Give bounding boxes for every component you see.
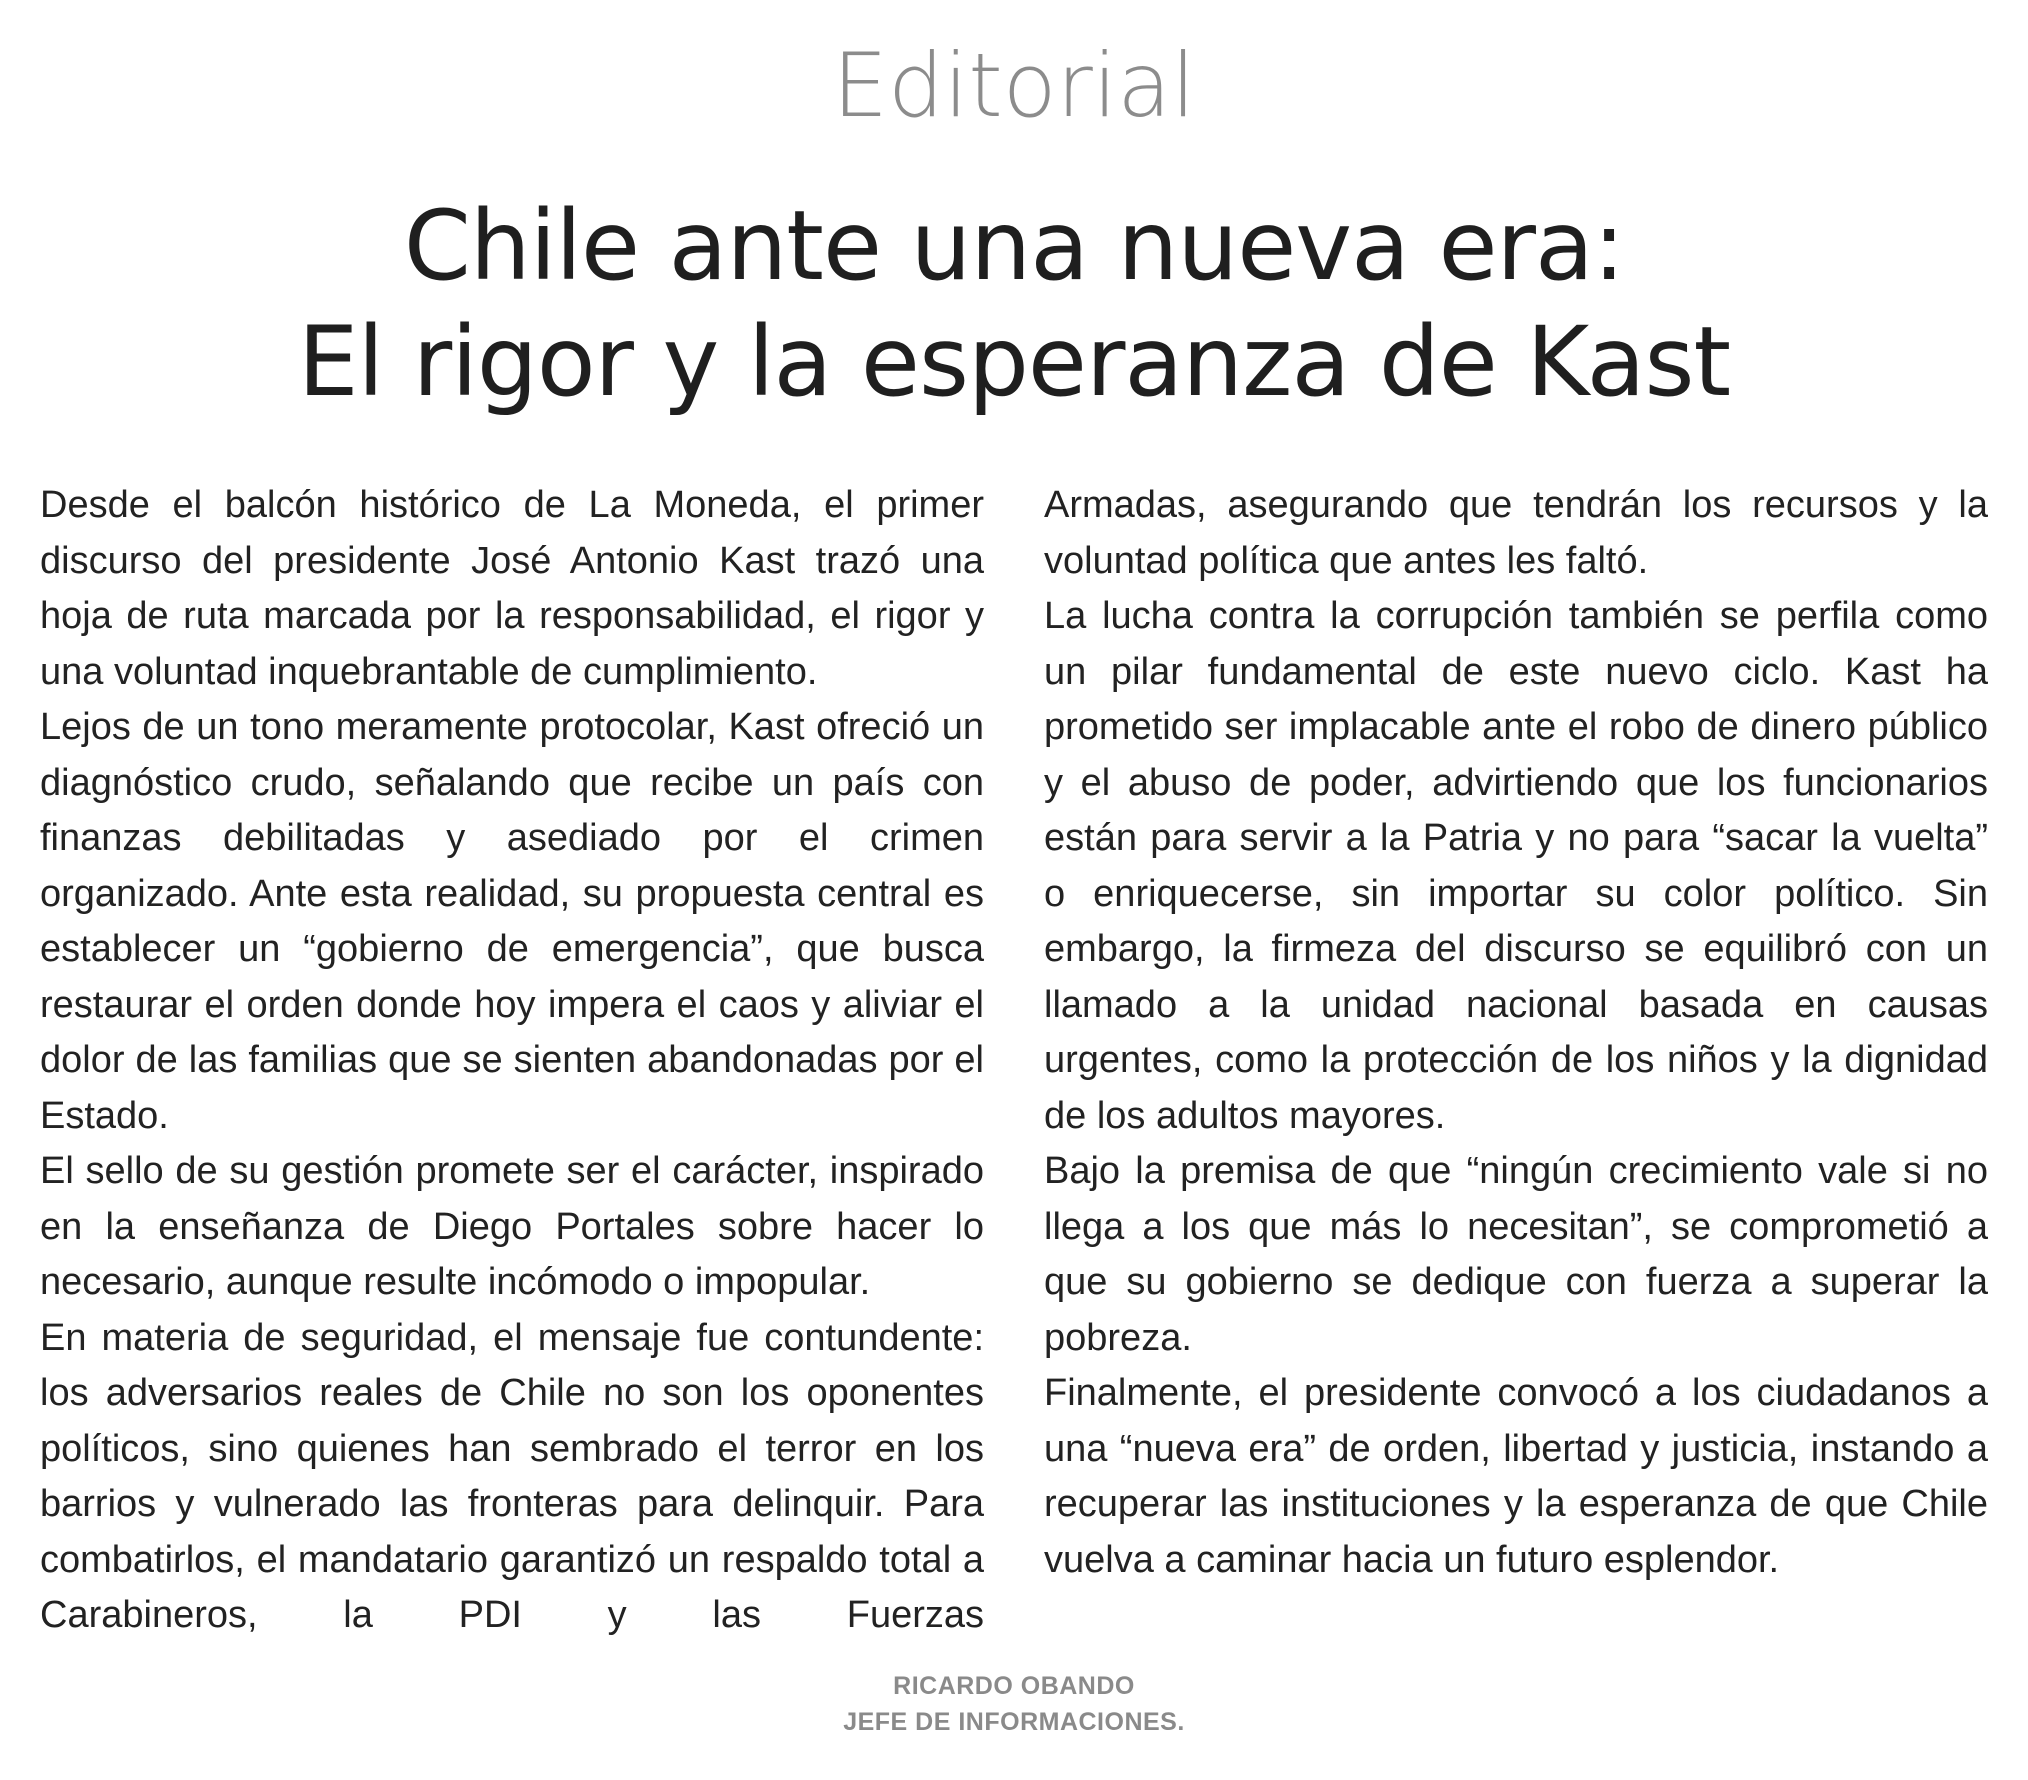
article-body (40, 478, 1988, 1648)
paragraph: En materia de seguridad, el mensaje fue contundente: los adversarios reales de Chile no son los oponentes políticos, sino quienes han sembrado el terror en los barrios y vulnerado las fronteras para delinquir. Para combatirlos, el mandatario garantizó un respaldo total a Carabineros, la PDI y las Fuerzas (40, 1316, 984, 1636)
paragraph: Armadas, asegurando que tendrán los recursos y la voluntad política que antes les faltó. (1044, 484, 1988, 582)
section-label: Editorial (832, 34, 1196, 137)
paragraph: Finalmente, el presidente convocó a los ciudadanos a una “nueva era” de orden, libertad y justicia, instando a recuperar las instituciones y la esperanza de que Chile vuelva a caminar hacia un futuro esplendor. (1044, 1372, 1988, 1581)
headline-line-1: Chile ante una nueva era: (403, 190, 1625, 302)
left-column (40, 478, 984, 1648)
author-name: RICARDO OBANDO (893, 1672, 1135, 1700)
author-role: JEFE DE INFORMACIONES. (843, 1708, 1185, 1736)
paragraph: Bajo la premisa de que “ningún crecimiento vale si no llega a los que más lo necesitan”, se comprometió a que su gobierno se dedique con fuerza a superar la pobreza. (1044, 1150, 1988, 1359)
headline-line-2: El rigor y la esperanza de Kast (297, 306, 1731, 418)
right-column (1044, 478, 1988, 1648)
paragraph: Desde el balcón histórico de La Moneda, el primer discurso del presidente José Antonio Kast trazó una hoja de ruta marcada por la responsabilidad, el rigor y una voluntad inquebrantable de cumplimiento. (40, 484, 984, 693)
paragraph: Lejos de un tono meramente protocolar, Kast ofreció un diagnóstico crudo, señalando que recibe un país con finanzas debilitadas y asediado por el crimen organizado. Ante esta realidad, su propuesta central es establecer un “gobierno de emergencia”, que busca restaurar el orden donde hoy impera el caos y aliviar el dolor de las familias que se sienten abandonadas por el Estado. (40, 706, 984, 1137)
paragraph: El sello de su gestión promete ser el carácter, inspirado en la enseñanza de Diego Portales sobre hacer lo necesario, aunque resulte incómodo o impopular. (40, 1150, 984, 1303)
paragraph: La lucha contra la corrupción también se perfila como un pilar fundamental de este nuevo ciclo. Kast ha prometido ser implacable ante el robo de dinero público y el abuso de poder, advirtiendo que los funcionarios están para servir a la Patria y no para “sacar la vuelta” o enriquecerse, sin importar su color político. Sin embargo, la firmeza del discurso se equilibró con un llamado a la unidad nacional basada en causas urgentes, como la protección de los niños y la dignidad de los adultos mayores. (1044, 595, 1988, 1137)
headline (0, 188, 2028, 420)
byline (0, 1668, 2028, 1740)
